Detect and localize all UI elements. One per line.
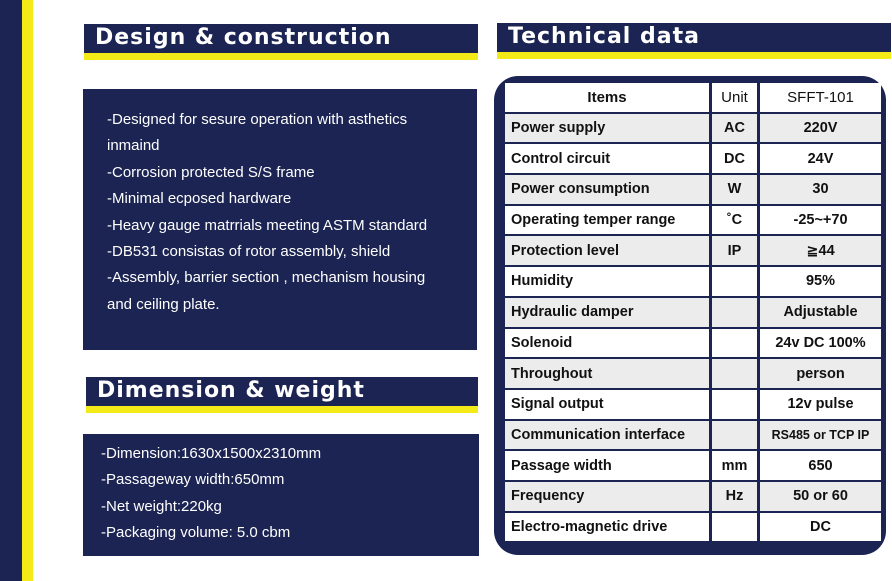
table-row bbox=[505, 144, 881, 173]
list-item: -Minimal ecposed hardware bbox=[107, 190, 292, 208]
row-unit: AC bbox=[712, 114, 757, 143]
row-value: 30 bbox=[760, 175, 881, 204]
technical-table-frame bbox=[494, 76, 886, 555]
left-navy-stripe bbox=[0, 0, 22, 581]
row-value: Adjustable bbox=[760, 298, 881, 327]
table-row bbox=[505, 451, 881, 480]
row-item: Communication interface bbox=[505, 421, 709, 450]
row-value: -25~+70 bbox=[760, 206, 881, 235]
table-row bbox=[505, 236, 881, 265]
row-unit bbox=[712, 513, 757, 542]
list-item: -Passageway width:650mm bbox=[101, 471, 285, 489]
list-item: -Heavy gauge matrrials meeting ASTM standard bbox=[107, 216, 428, 234]
table-row bbox=[505, 482, 881, 511]
row-value: 12v pulse bbox=[760, 390, 881, 419]
table-row bbox=[505, 329, 881, 358]
row-unit: Hz bbox=[712, 482, 757, 511]
dimension-list bbox=[101, 441, 461, 547]
row-value: 24v DC 100% bbox=[760, 329, 881, 358]
table-row bbox=[505, 175, 881, 204]
list-item: -Assembly, barrier section , mechanism housing and ceiling plate. bbox=[107, 269, 426, 313]
row-unit bbox=[712, 267, 757, 296]
row-value: ≧44 bbox=[760, 236, 881, 265]
row-value: 220V bbox=[760, 114, 881, 143]
row-item: Solenoid bbox=[505, 329, 709, 358]
row-value: 50 or 60 bbox=[760, 482, 881, 511]
row-value: person bbox=[760, 359, 881, 388]
dimension-panel bbox=[83, 434, 479, 556]
left-yellow-stripe bbox=[22, 0, 33, 581]
design-heading: Design & construction bbox=[84, 24, 478, 60]
row-unit bbox=[712, 421, 757, 450]
row-item: Power consumption bbox=[505, 175, 709, 204]
row-value: 650 bbox=[760, 451, 881, 480]
row-unit bbox=[712, 298, 757, 327]
row-unit: mm bbox=[712, 451, 757, 480]
list-item: -Dimension:1630x1500x2310mm bbox=[101, 445, 322, 462]
row-unit bbox=[712, 359, 757, 388]
row-value: 95% bbox=[760, 267, 881, 296]
row-unit: W bbox=[712, 175, 757, 204]
row-item: Operating temper range bbox=[505, 206, 709, 235]
list-item: -Net weight:220kg bbox=[101, 497, 222, 515]
row-unit bbox=[712, 390, 757, 419]
list-item: -Packaging volume: 5.0 cbm bbox=[101, 524, 291, 542]
table-row bbox=[505, 206, 881, 235]
row-item: Electro-magnetic drive bbox=[505, 513, 709, 542]
table-row bbox=[505, 421, 881, 450]
row-value: 24V bbox=[760, 144, 881, 173]
design-panel bbox=[83, 89, 477, 350]
table-row bbox=[505, 390, 881, 419]
row-item: Humidity bbox=[505, 267, 709, 296]
row-unit bbox=[712, 329, 757, 358]
list-item: -Corrosion protected S/S frame bbox=[107, 163, 315, 181]
row-item: Signal output bbox=[505, 390, 709, 419]
table-row bbox=[505, 114, 881, 143]
row-item: Control circuit bbox=[505, 144, 709, 173]
column-header-unit: Unit bbox=[712, 83, 757, 112]
row-item: Frequency bbox=[505, 482, 709, 511]
list-item: -Designed for sesure operation with asthetics inmaind bbox=[107, 111, 408, 155]
table-header-row bbox=[505, 83, 881, 112]
row-value: DC bbox=[760, 513, 881, 542]
table-row bbox=[505, 513, 881, 542]
design-list bbox=[107, 107, 453, 318]
dimension-heading: Dimension & weight bbox=[86, 377, 478, 413]
technical-heading: Technical data bbox=[497, 23, 891, 59]
row-unit: ˚C bbox=[712, 206, 757, 235]
list-item: -DB531 consistas of rotor assembly, shield bbox=[107, 243, 391, 261]
column-header-items: Items bbox=[505, 83, 709, 112]
table-row bbox=[505, 298, 881, 327]
row-item: Hydraulic damper bbox=[505, 298, 709, 327]
table-row bbox=[505, 267, 881, 296]
row-unit: IP bbox=[712, 236, 757, 265]
technical-table bbox=[502, 81, 884, 543]
row-value: RS485 or TCP IP bbox=[760, 421, 881, 450]
row-unit: DC bbox=[712, 144, 757, 173]
row-item: Power supply bbox=[505, 114, 709, 143]
row-item: Passage width bbox=[505, 451, 709, 480]
table-row bbox=[505, 359, 881, 388]
row-item: Throughout bbox=[505, 359, 709, 388]
row-item: Protection level bbox=[505, 236, 709, 265]
column-header-model: SFFT-101 bbox=[760, 83, 881, 112]
